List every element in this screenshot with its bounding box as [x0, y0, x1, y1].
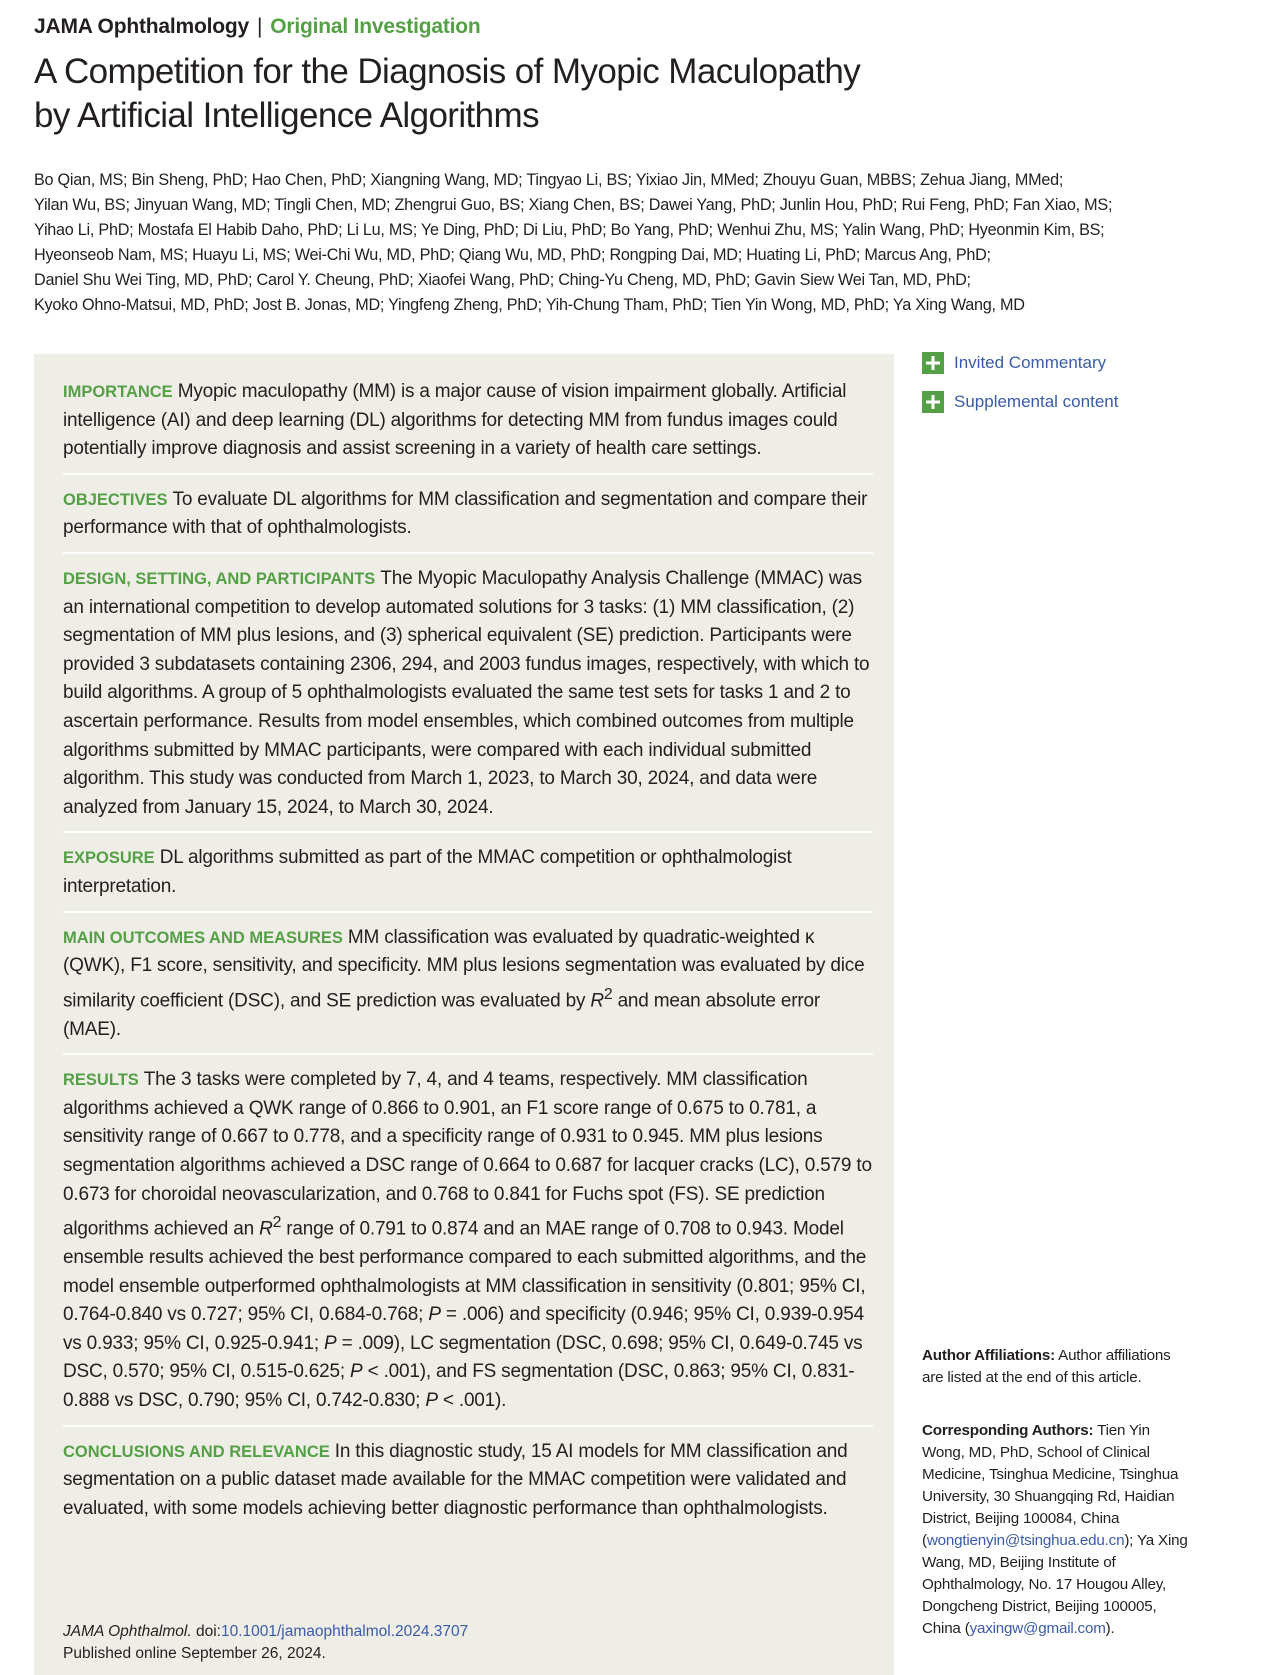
- title-line: by Artificial Intelligence Algorithms: [34, 96, 539, 135]
- plus-icon: [922, 391, 944, 413]
- corresponding-text: ); Ya Xing Wang, MD, Beijing Institute of Ophthalmology, No. 17 Hougou Alley, Dongcheng District, Beijing 100005, China (: [922, 1532, 1188, 1637]
- section-heading: MAIN OUTCOMES AND MEASURES: [63, 928, 343, 947]
- abstract-importance: [63, 378, 873, 475]
- sidebar-links: [922, 348, 1222, 417]
- p-symbol: P: [350, 1361, 363, 1383]
- abstract-results: [63, 1066, 873, 1426]
- r-symbol: R: [259, 1218, 273, 1240]
- section-text: DL algorithms submitted as part of the MMAC competition or ophthalmologist interpretation.: [63, 847, 792, 897]
- section-text: In this diagnostic study, 15 AI models for MM classification and segmentation on a public dataset made available for the MMAC competition were validated and evaluated, with some models achieving better diagnostic performance than ophthalmologists.: [63, 1440, 848, 1519]
- email-link[interactable]: yaxingw@gmail.com: [969, 1620, 1106, 1637]
- section-heading: CONCLUSIONS AND RELEVANCE: [63, 1442, 330, 1461]
- affiliations-label: Author Affiliations:: [922, 1347, 1055, 1364]
- journal-abbrev: JAMA Ophthalmol.: [63, 1623, 192, 1640]
- corresponding-label: Corresponding Authors:: [922, 1422, 1094, 1439]
- author-line: Yilan Wu, BS; Jinyuan Wang, MD; Tingli Chen, MD; Zhengrui Guo, BS; Xiang Chen, BS; Dawei Yang, PhD; Junlin Hou, PhD; Rui Feng, PhD; Fan Xiao, MS;: [34, 196, 1113, 214]
- p-symbol: P: [428, 1304, 441, 1326]
- email-link[interactable]: wongtienyin@tsinghua.edu.cn: [926, 1532, 1125, 1549]
- plus-icon: [922, 352, 944, 374]
- section-text: range of 0.791 to 0.874 and an MAE range of 0.708 to 0.943. Model ensemble results achieved the best performance compared to each submitted algorithms, and the model ensemble outperformed ophthalmologists at MM classification in sensitivity (0.801; 95% CI, 0.764-0.840 vs 0.727; 95% CI, 0.684-0.768;: [63, 1218, 867, 1326]
- section-text: To evaluate DL algorithms for MM classification and segmentation and compare their performance with that of ophthalmologists.: [63, 488, 868, 539]
- corresponding-authors: [922, 1420, 1194, 1640]
- author-line: Kyoko Ohno-Matsui, MD, PhD; Jost B. Jonas, MD; Yingfeng Zheng, PhD; Yih-Chung Tham, PhD; Tien Yin Wong, MD, PhD; Ya Xing Wang, MD: [34, 296, 1025, 314]
- link-label: Invited Commentary: [954, 353, 1107, 372]
- article-type: Original Investigation: [270, 15, 481, 38]
- section-text: MM classification was evaluated by quadratic-weighted κ (QWK), F1 score, sensitivity, and specificity. MM plus lesions segmentation was evaluated by dice similarity coefficient (DSC), and SE prediction was evaluated by: [63, 926, 865, 1012]
- author-line: Bo Qian, MS; Bin Sheng, PhD; Hao Chen, PhD; Xiangning Wang, MD; Tingyao Li, BS; Yixiao Jin, MMed; Zhouyu Guan, MBBS; Zehua Jiang, MMed;: [34, 171, 1064, 189]
- section-heading: DESIGN, SETTING, AND PARTICIPANTS: [63, 569, 376, 588]
- article-title: [34, 50, 934, 138]
- link-label: Supplemental content: [954, 392, 1119, 411]
- section-text: = .009), LC segmentation (DSC, 0.698; 95% CI, 0.649-0.745 vs DSC, 0.570; 95% CI, 0.515-0.625;: [63, 1332, 863, 1383]
- author-affiliations: [922, 1345, 1194, 1389]
- author-list: [34, 168, 1214, 318]
- author-line: Yihao Li, PhD; Mostafa El Habib Daho, PhD; Li Lu, MS; Ye Ding, PhD; Di Liu, PhD; Bo Yang, PhD; Wenhui Zhu, MS; Yalin Wang, PhD; Hyeonmin Kim, BS;: [34, 221, 1105, 239]
- abstract-content: [63, 378, 873, 1543]
- section-text: < .001).: [437, 1390, 507, 1412]
- section-text: < .001), and FS segmentation (DSC, 0.863; 95% CI, 0.831-0.888 vs DSC, 0.790; 95% CI, 0.742-0.830;: [63, 1361, 855, 1412]
- abstract-exposure: [63, 844, 873, 912]
- section-text: Myopic maculopathy (MM) is a major cause of vision impairment globally. Artificial intelligence (AI) and deep learning (DL) algorithms for detecting MM from fundus images could potentially improve diagnosis and assist screening in a variety of health care settings.: [63, 381, 847, 460]
- corresponding-text: Tien Yin Wong, MD, PhD, School of Clinical Medicine, Tsinghua Medicine, Tsinghua University, 30 Shuangqing Rd, Haidian District, Beijing 100084, China (: [922, 1422, 1179, 1549]
- superscript: 2: [272, 1214, 282, 1232]
- header-separator: |: [256, 15, 263, 38]
- citation: [63, 1621, 468, 1665]
- abstract-objectives: [63, 486, 873, 554]
- abstract-box: [34, 354, 894, 1675]
- publication-date: Published online September 26, 2024.: [63, 1645, 326, 1662]
- abstract-outcomes: [63, 924, 873, 1056]
- author-line: Hyeonseob Nam, MS; Huayu Li, MS; Wei-Chi Wu, MD, PhD; Qiang Wu, MD, PhD; Rongping Dai, MD; Huating Li, PhD; Marcus Ang, PhD;: [34, 246, 991, 264]
- doi-label: doi:: [191, 1623, 221, 1640]
- corresponding-text: ).: [1105, 1620, 1115, 1637]
- p-symbol: P: [324, 1332, 337, 1354]
- section-text: The 3 tasks were completed by 7, 4, and 4 teams, respectively. MM classification algorithms achieved a QWK range of 0.866 to 0.901, an F1 score range of 0.675 to 0.781, a sensitivity range of 0.667 to 0.778, and a specificity range of 0.931 to 0.945. MM plus lesions segmentation algorithms achieved a DSC range of 0.664 to 0.687 for lacquer cracks (LC), 0.579 to 0.673 for choroidal neovascularization, and 0.768 to 0.841 for Fuchs spot (FS). SE prediction algorithms achieved an: [63, 1069, 872, 1240]
- superscript: 2: [603, 985, 613, 1003]
- section-heading: OBJECTIVES: [63, 490, 168, 509]
- section-heading: IMPORTANCE: [63, 383, 173, 401]
- affiliations-text: Author affiliations are listed at the end of this article.: [922, 1347, 1171, 1386]
- section-text: = .006) and specificity (0.946; 95% CI, 0.939-0.954 vs 0.933; 95% CI, 0.925-0.941;: [63, 1304, 864, 1354]
- section-text: and mean absolute error (MAE).: [63, 990, 820, 1040]
- section-text: The Myopic Maculopathy Analysis Challenge (MMAC) was an international competition to develop automated solutions for 3 tasks: (1) MM classification, (2) segmentation of MM plus lesions, and (3) spherical equivalent (SE) prediction. Participants were provided 3 subdatasets containing 2306, 294, and 2003 fundus images, respectively, with which to build algorithms. A group of 5 ophthalmologists evaluated the same test sets for tasks 1 and 2 to ascertain performance. Results from model ensembles, which combined outcomes from multiple algorithms submitted by MMAC participants, were compared with each individual submitted algorithm. This study was conducted from March 1, 2023, to March 30, 2024, and data were analyzed from January 15, 2024, to March 30, 2024.: [63, 567, 870, 818]
- p-symbol: P: [425, 1390, 438, 1412]
- abstract-conclusions: [63, 1438, 873, 1533]
- section-heading: RESULTS: [63, 1071, 139, 1090]
- journal-name: JAMA Ophthalmology: [34, 15, 249, 38]
- invited-commentary-link[interactable]: [922, 348, 1222, 378]
- author-line: Daniel Shu Wei Ting, MD, PhD; Carol Y. Cheung, PhD; Xiaofei Wang, PhD; Ching-Yu Cheng, MD, PhD; Gavin Siew Wei Tan, MD, PhD;: [34, 271, 971, 289]
- abstract-design: [63, 565, 873, 833]
- article-header: [34, 15, 481, 39]
- supplemental-content-link[interactable]: [922, 387, 1222, 417]
- doi-link[interactable]: 10.1001/jamaophthalmol.2024.3707: [220, 1623, 469, 1640]
- section-heading: EXPOSURE: [63, 849, 155, 868]
- title-line: A Competition for the Diagnosis of Myopic Maculopathy: [34, 52, 861, 91]
- r-symbol: R: [590, 990, 604, 1012]
